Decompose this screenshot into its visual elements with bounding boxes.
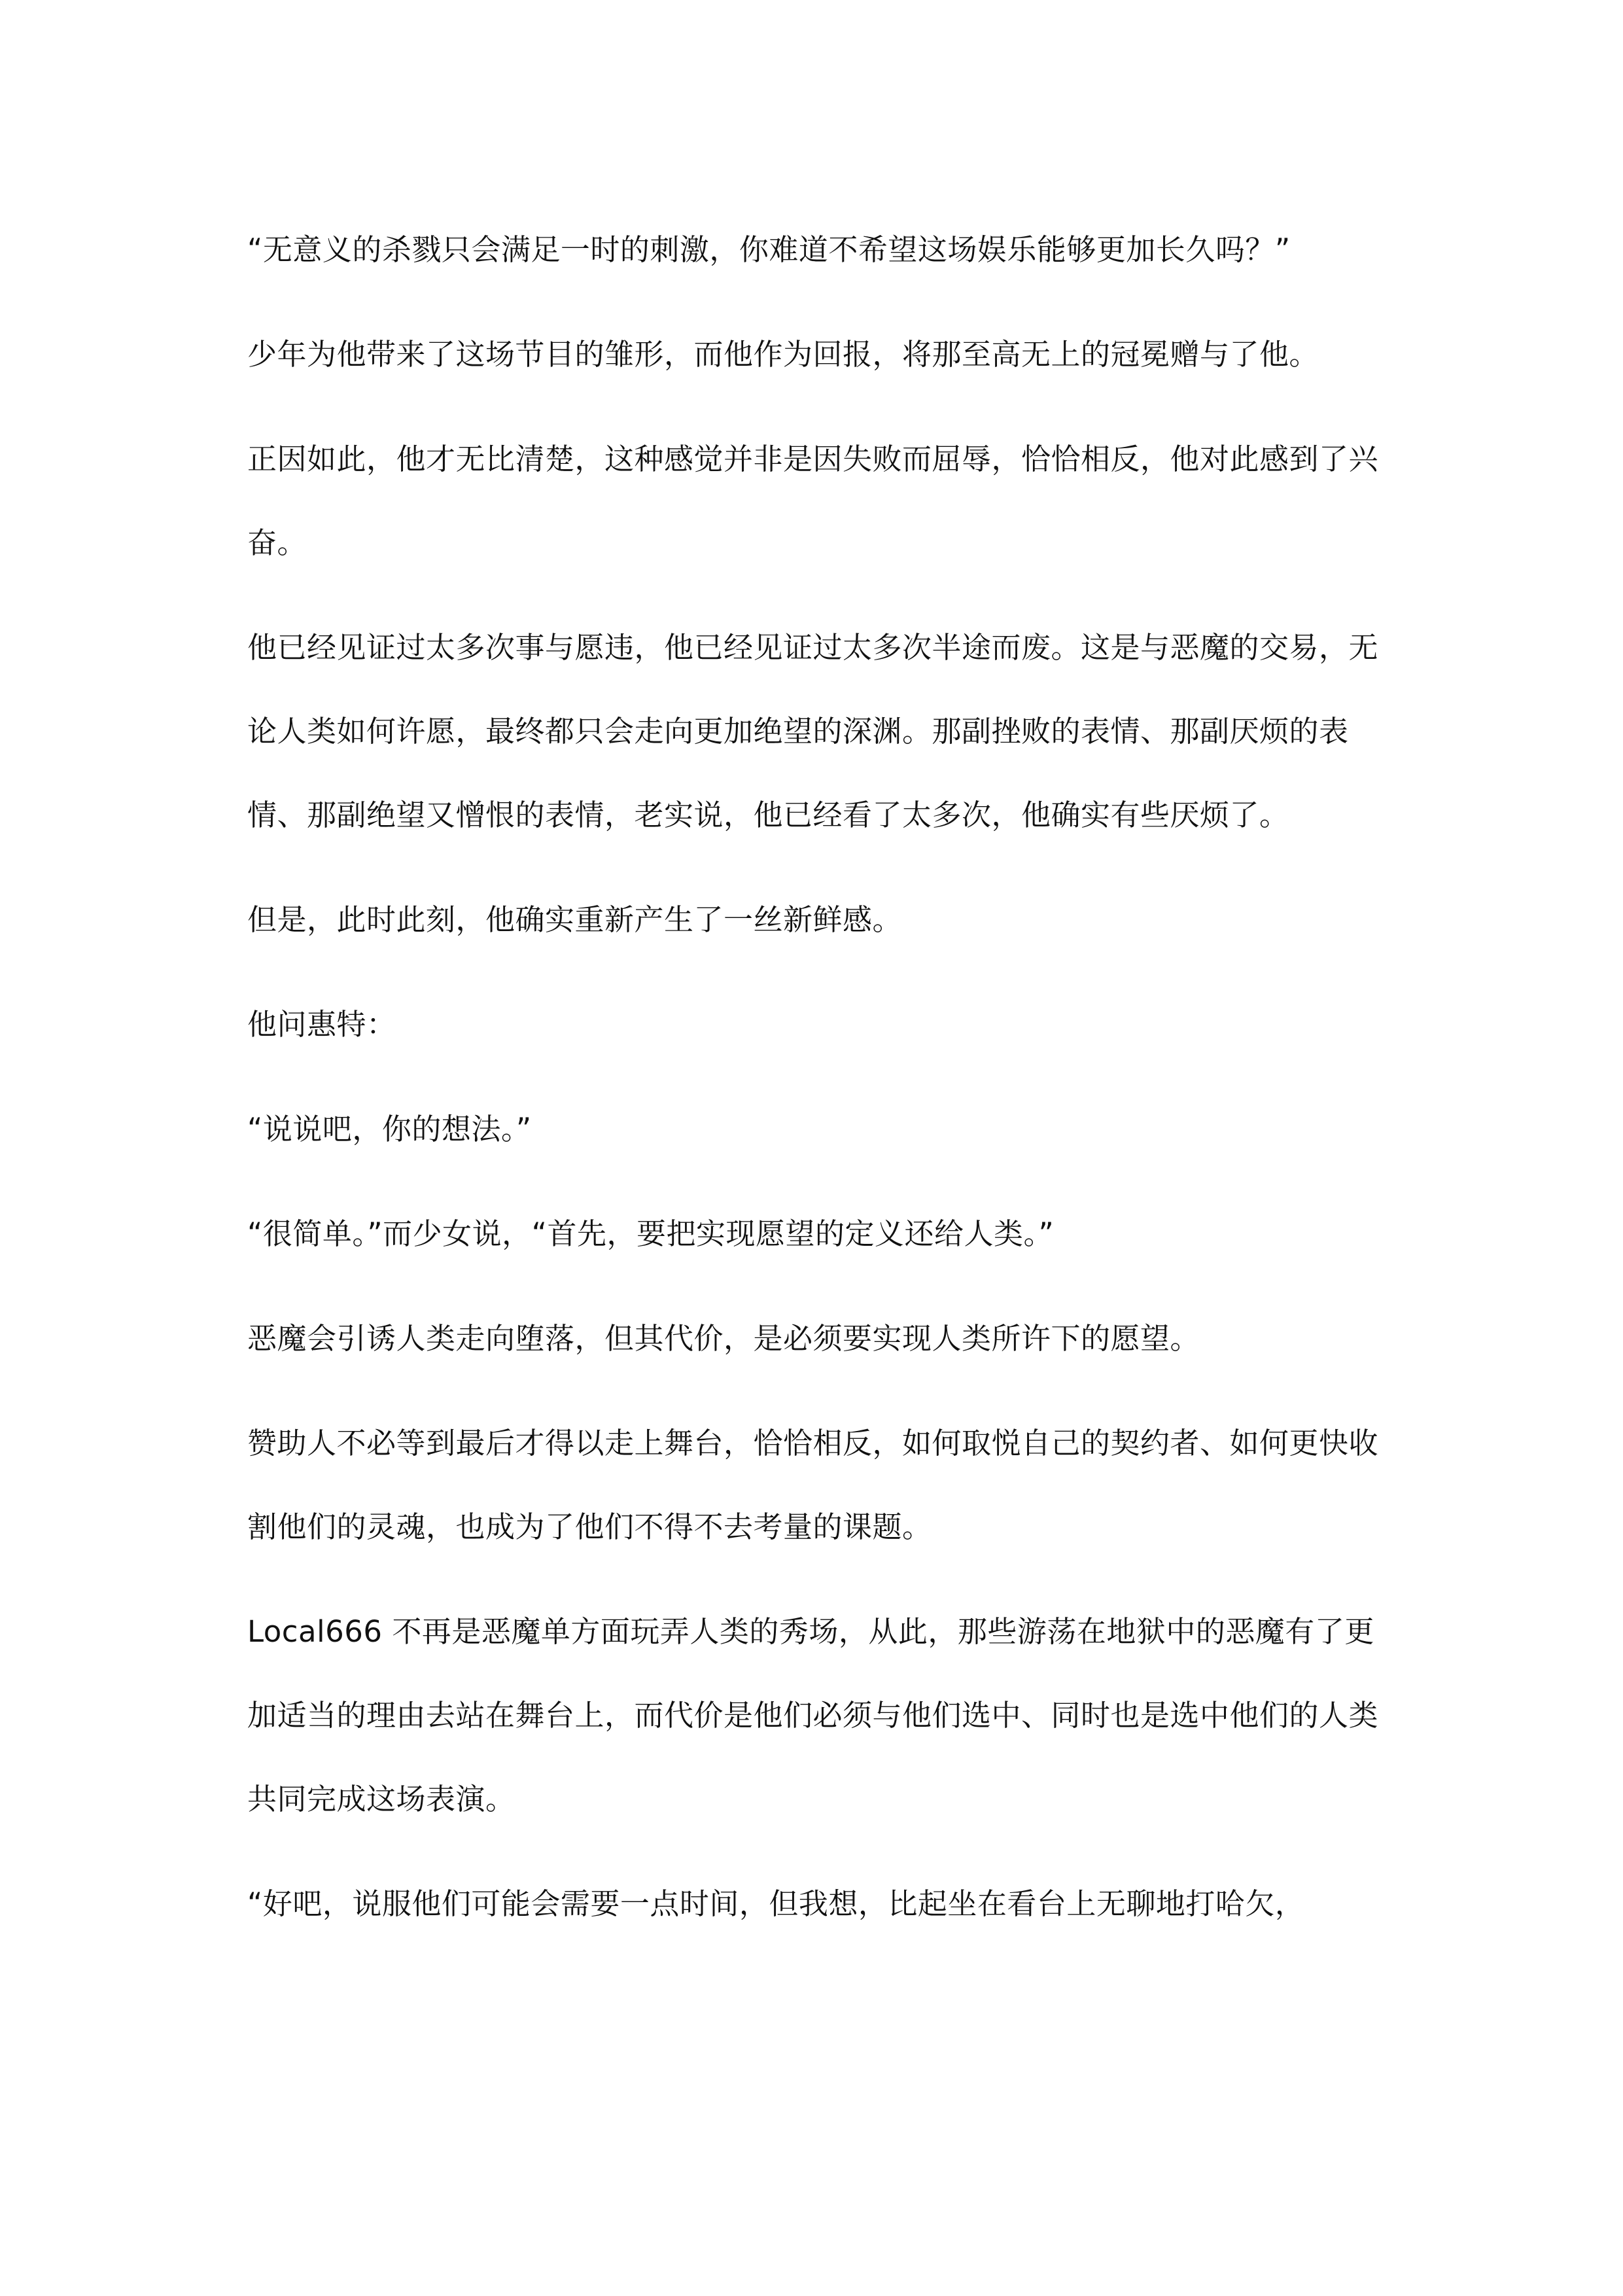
document-body [247,208,1399,1967]
paragraph-5: 但是，此时此刻，他确实重新产生了一丝新鲜感。 [247,902,903,937]
paragraph-1: “无意义的杀戮只会满足一时的刺激，你难道不希望这场娱乐能够更加长久吗？” [247,232,1291,267]
paragraph-12: “好吧，说服他们可能会需要一点时间，但我想，比起坐在看台上无聊地打哈欠， [247,1886,1305,1921]
paragraph-10: 赞助人不必等到最后才得以走上舞台，恰恰相反，如何取悦自己的契约者、如何更快收割他们的灵魂，也成为了他们不得不去考量的课题。 [247,1426,1379,1544]
paragraph-8: “很简单。”而少女说，“首先，要把实现愿望的定义还给人类。” [247,1216,1055,1251]
paragraph-11: Local666 不再是恶魔单方面玩弄人类的秀场，从此，那些游荡在地狱中的恶魔有了更加适当的理由去站在舞台上，而代价是他们必须与他们选中、同时也是选中他们的人类共同完成这场表演。 [247,1614,1379,1816]
paragraph-3: 正因如此，他才无比清楚，这种感觉并非是因失败而屈辱，恰恰相反，他对此感到了兴奋。 [247,442,1379,560]
paragraph-6: 他问惠特： [247,1007,396,1042]
paragraph-9: 恶魔会引诱人类走向堕落，但其代价，是必须要实现人类所许下的愿望。 [247,1321,1200,1356]
paragraph-4: 他已经见证过太多次事与愿违，他已经见证过太多次半途而废。这是与恶魔的交易，无论人类如何许愿，最终都只会走向更加绝望的深渊。那副挫败的表情、那副厌烦的表情、那副绝望又憎恨的表情，老实说，他已经看了太多次，他确实有些厌烦了。 [247,630,1379,832]
paragraph-7: “说说吧，你的想法。” [247,1112,532,1146]
paragraph-2: 少年为他带来了这场节目的雏形，而他作为回报，将那至高无上的冠冕赠与了他。 [247,337,1319,372]
